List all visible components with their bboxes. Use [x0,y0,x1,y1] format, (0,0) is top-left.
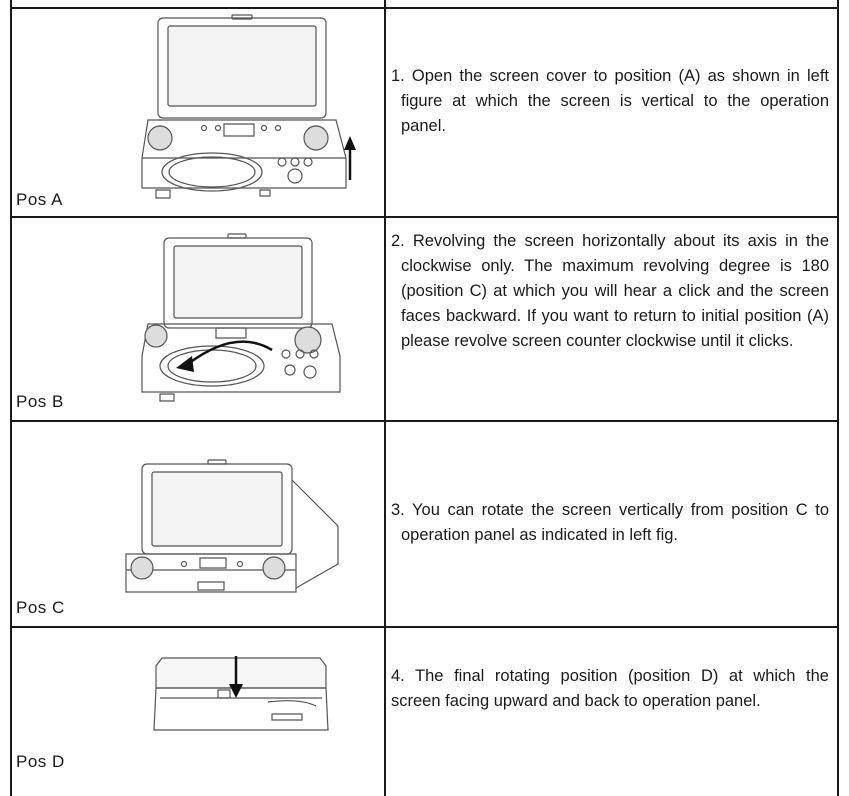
step-1-text: 1. Open the screen cover to position (A) as shown in left figure at which the screen is vertical to the operation panel. [391,67,829,135]
dvd-player-rotate-illustration [120,456,350,606]
position-label: Pos C [16,598,65,617]
step-text-cell [385,498,829,548]
row-divider-2 [10,420,839,422]
dvd-player-revolve-illustration [140,232,350,408]
row-divider-1 [10,216,839,218]
step-2-text: 2. Revolving the screen horizontally about its axis in the clockwise only. The maximum revolving degree is 180 (position C) at which you will hear a click and the screen faces backward. If you want to return to initial position (A) please revolve screen counter clockwise until it clicks. [391,232,829,350]
table-border-top [10,7,839,9]
step-3-text: 3. You can rotate the screen vertically from position C to operation panel as indicated in left fig. [391,501,829,544]
row-divider-3 [10,626,839,628]
position-label: Pos A [16,190,63,209]
table-border-right [837,0,839,796]
position-label: Pos D [16,752,65,771]
dvd-player-open-illustration [140,12,360,208]
step-4-text: 4. The final rotating position (position D) at which the screen facing upward and back to operation panel. [391,667,829,710]
position-label: Pos B [16,392,64,411]
step-text-cell [385,64,829,139]
step-text-cell [385,664,829,714]
dvd-player-closed-illustration [150,652,330,744]
step-text-cell [385,229,829,354]
table-border-left [10,0,12,796]
